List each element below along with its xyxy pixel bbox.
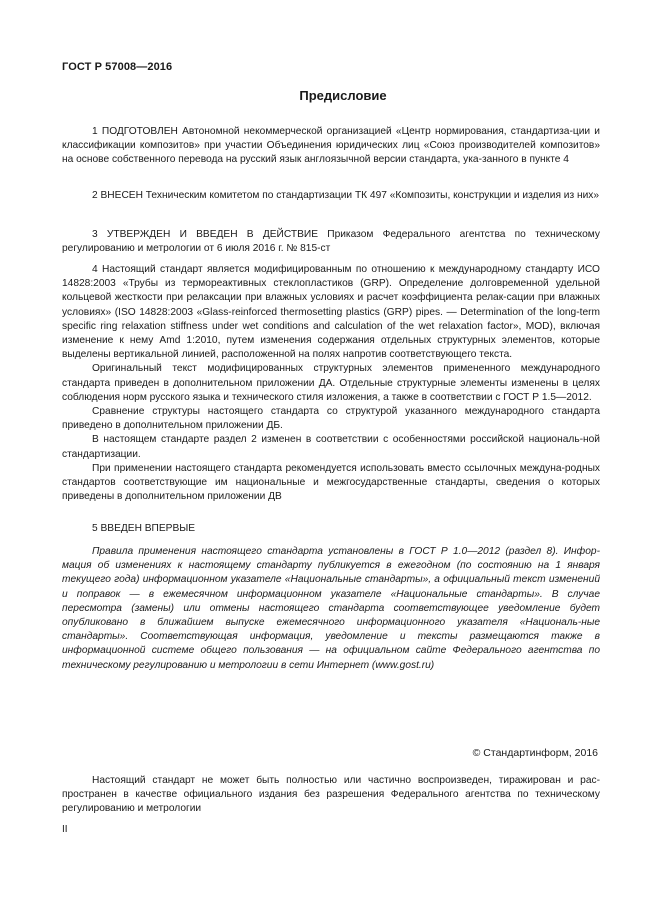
reproduction-notice [62,774,600,817]
standard-code-header: ГОСТ Р 57008—2016 [62,61,173,73]
section-3-text: 3 УТВЕРЖДЕН И ВВЕДЕН В ДЕЙСТВИЕ Приказом Федерального агентства по техническому регулированию и метрологии от 6 июля 2016 г. № 815-ст [62,229,600,255]
section-4-paragraph-3: Сравнение структуры настоящего стандарта со структурой указанного международного стандарта приведено в дополнительном приложении ДБ. [62,406,600,432]
application-rules [62,545,600,673]
section-4-paragraph-4: В настоящем стандарте раздел 2 изменен в соответствии с особенностями российской националь-ной стандартизации. [62,434,600,460]
application-rules-text: Правила применения настоящего стандарта установлены в ГОСТ Р 1.0—2012 (раздел 8). Инфор-мация об изменениях к настоящему стандарту публикуется в ежегодном (по состоянию на 1 января текущего года) информационном указателе «Национальные стандарты», а официальный текст изменений и поправок — в ежемесячном информационном указателе «Национальные стандарты». В случае пересмотра (замены) или отмены настоящего стандарта соответствующее уведомление будет опубликовано в ближайшем выпуске ежемесячного информационного указателя «Националь-ные стандарты». Соответствующая информация, уведомление и тексты размещаются также в информационной системе общего пользования — на официальном сайте Федерального агентства по техническому регулированию и метрологии в сети Интернет (www.gost.ru) [62,546,600,671]
section-4 [62,263,600,504]
section-3 [62,228,600,256]
page-title: Предисловие [299,88,387,103]
section-1 [62,125,600,168]
page-number: II [62,824,68,835]
section-4-paragraph-1: 4 Настоящий стандарт является модифицированным по отношению к международному стандарту ИСО 14828:2003 «Трубы из термореактивных стеклопластиков (GRP). Определение долговременной удельной кольцевой жесткости при релаксации при влажных условиях и расчет коэффициента релак-сации при влажных условиях» (ISO 14828:2003 «Glass-reinforced thermosetting plastics (GRP) pipes. — Determination of the long-term specific ring relaxation stiffness under wet conditions and calculation of the wet relaxation factor», MOD), включая изменение к нему Amd 1:2010, путем изменения содержания отдельных структурных элементов, которые выделены вертикальной линией, расположенной на полях напротив соответствующего текста. [62,264,600,361]
section-4-paragraph-5: При применении настоящего стандарта рекомендуется использовать вместо ссылочных междуна-родных стандартов соответствующие им национальные и межгосударственные стандарты, сведения о которых приведены в дополнительном приложении ДВ [62,462,600,503]
section-5-text: 5 ВВЕДЕН ВПЕРВЫЕ [92,523,196,534]
section-4-paragraph-2: Оригинальный текст модифицированных структурных элементов примененного международного стандарта приведен в дополнительном приложении ДА. Отдельные структурные элементы изменены в целях соблюдения норм русского языка и технического стиля изложения, а также в соответствии с ГОСТ Р 1.5—2012. [62,363,600,403]
section-5 [62,522,600,536]
section-2 [62,189,600,203]
reproduction-notice-text: Настоящий стандарт не может быть полностью или частично воспроизведен, тиражирован и рас-пространен в качестве официального издания без разрешения Федерального агентства по техническому регулированию и метрологии [62,775,600,815]
section-2-text: 2 ВНЕСЕН Техническим комитетом по стандартизации ТК 497 «Композиты, конструкции и изделия из них» [92,190,600,201]
copyright-line: © Стандартинформ, 2016 [472,747,598,759]
section-1-text: 1 ПОДГОТОВЛЕН Автономной некоммерческой организацией «Центр нормирования, стандартиза-ции и классификации композитов» при участии Объединения юридических лиц «Союз производителей композитов» на основе собственного перевода на русский язык англоязычной версии стандарта, ука-занного в пункте 4 [62,126,600,166]
